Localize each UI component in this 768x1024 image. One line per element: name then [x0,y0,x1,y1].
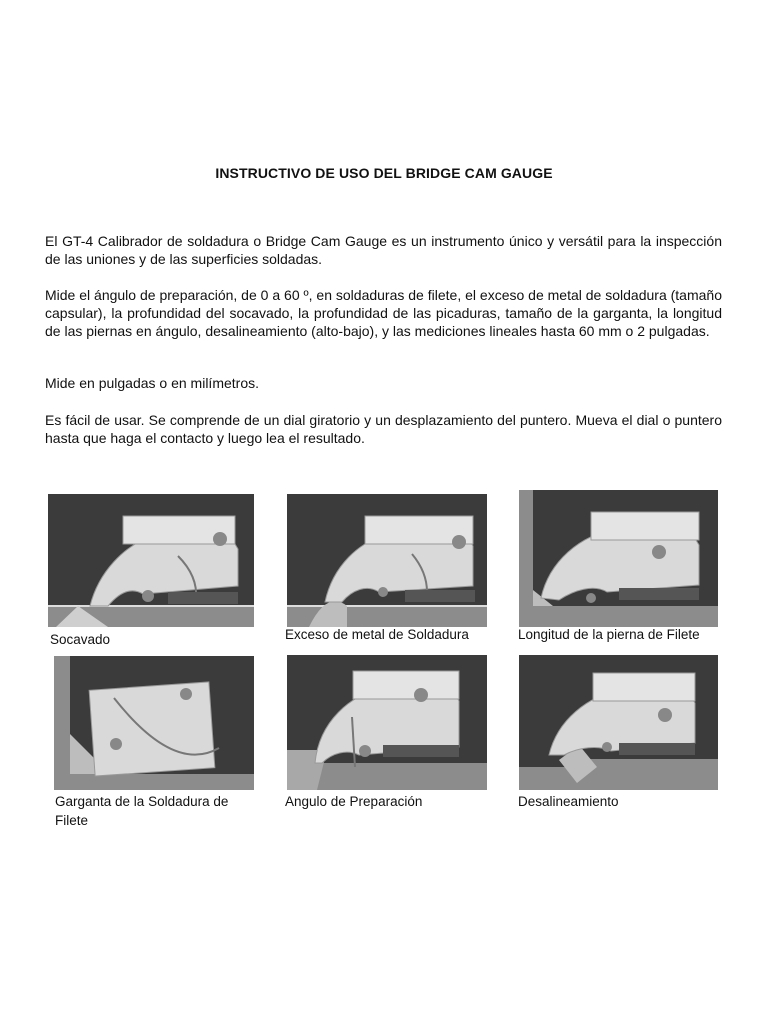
figure-socavado-image [48,494,254,627]
figure-longitud-image [519,490,718,627]
figure-garganta-image [54,656,254,790]
caption-angulo: Angulo de Preparación [285,794,423,809]
caption-desalineamiento: Desalineamiento [518,794,619,809]
document-title: INSTRUCTIVO DE USO DEL BRIDGE CAM GAUGE [215,165,553,181]
usage-paragraph: Es fácil de usar. Se comprende de un dial giratorio y un desplazamiento del puntero. Mueva el dial o puntero hasta que haga el contacto y luego lea el resultado. [45,412,722,446]
caption-garganta: Garganta de la Soldadura de Filete [55,794,229,828]
measurements-paragraph: Mide el ángulo de preparación, de 0 a 60 º, en soldaduras de filete, el exceso de metal de soldadura (tamaño capsular), la profundidad del socavado, la profundidad de las picaduras, tamaño de la garganta, la longitud de las piernas en ángulo, desalineamiento (alto-bajo), y las mediciones lineales hasta 60 mm o 2 pulgadas. [45,287,722,339]
units-paragraph: Mide en pulgadas o en milímetros. [45,375,259,391]
figure-angulo-image [287,655,487,790]
caption-socavado: Socavado [50,632,111,647]
figure-exceso-image [287,494,487,627]
caption-exceso: Exceso de metal de Soldadura [285,627,469,642]
figure-desalineamiento-image [519,655,718,790]
intro-paragraph: El GT-4 Calibrador de soldadura o Bridge Cam Gauge es un instrumento único y versátil para la inspección de las uniones y de las superficies soldadas. [45,233,722,267]
caption-longitud: Longitud de la pierna de Filete [518,627,700,642]
